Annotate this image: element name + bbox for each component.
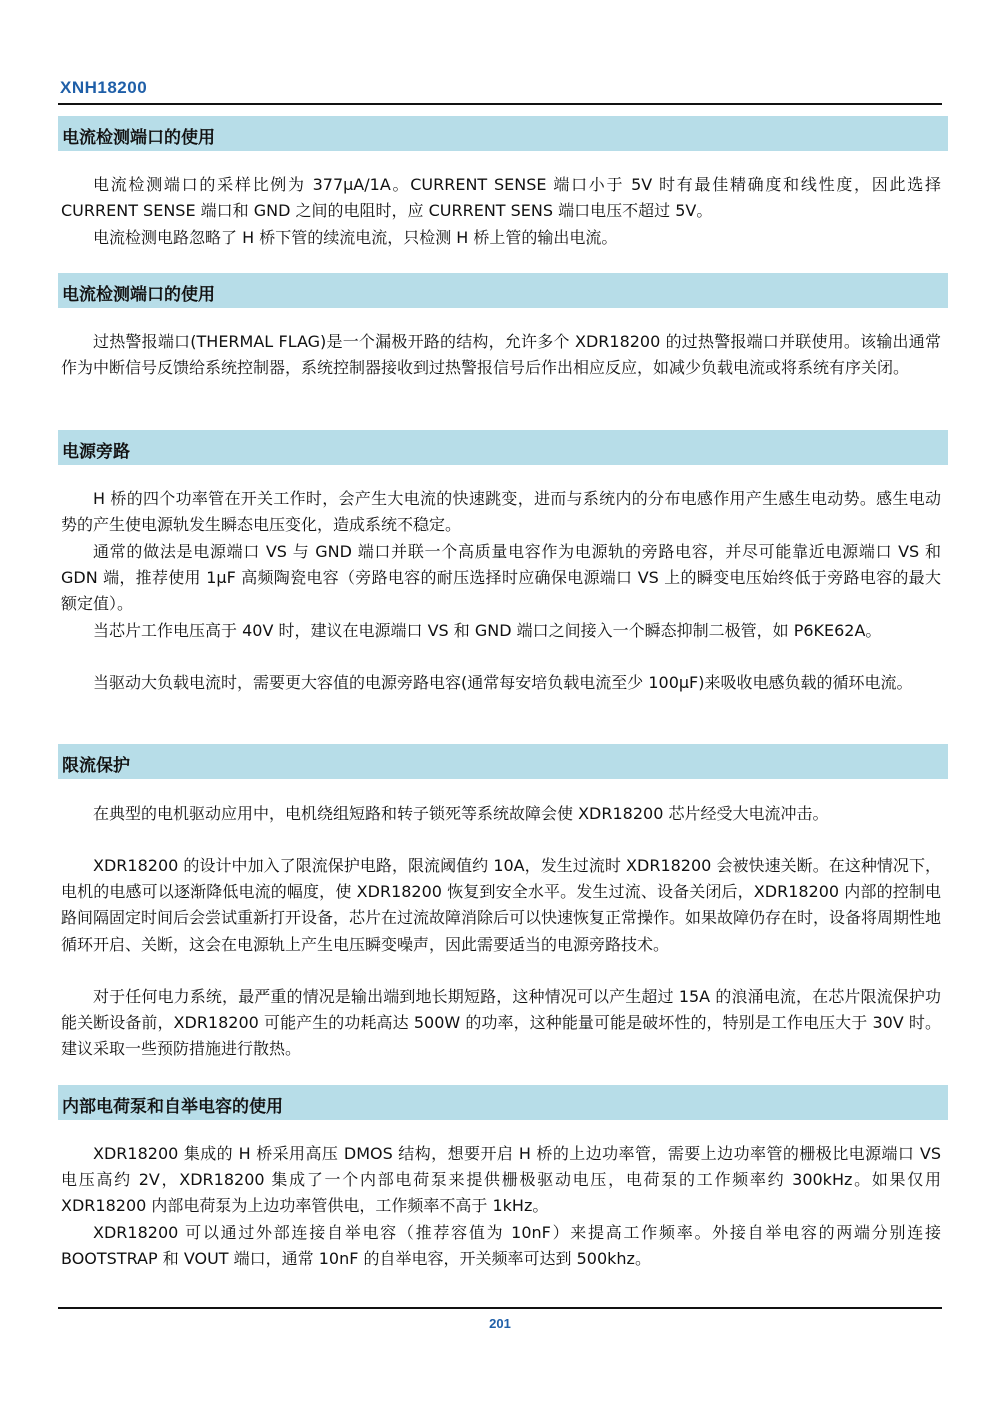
paragraph: XDR18200 可以通过外部连接自举电容（推荐容值为 10nF）来提高工作频率。外接自举电容的两端分别连接 BOOTSTRAP 和 VOUT 端口，通常 10nF 的自举电容，开关频率可达到 500khz。 (61, 1223, 941, 1269)
page-number: 201 (489, 1316, 511, 1331)
header-rule (58, 103, 942, 105)
section-heading-text: 限流保护 (62, 756, 130, 776)
paragraph: 过热警报端口(THERMAL FLAG)是一个漏极开路的结构，允许多个 XDR18200 的过热警报端口并联使用。该输出通常作为中断信号反馈给系统控制器，系统控制器接收到过热警报信号后作出相应反应，如减少负载电流或将系统有序关闭。 (61, 332, 941, 378)
section-heading (58, 1085, 948, 1120)
section-heading (58, 273, 948, 308)
paragraph: XDR18200 集成的 H 桥采用高压 DMOS 结构，想要开启 H 桥的上边功率管，需要上边功率管的栅极比电源端口 VS 电压高约 2V，XDR18200 集成了一个内部电荷泵来提供栅极驱动电压，电荷泵的工作频率约 300kHz。如果仅用 XDR18200 内部电荷泵为上边功率管供电，工作频率不高于 1kHz。 (61, 1144, 941, 1216)
paragraph: XDR18200 的设计中加入了限流保护电路，限流阈值约 10A，发生过流时 XDR18200 会被快速关断。在这种情况下，电机的电感可以逐渐降低电流的幅度，使 XDR18200 恢复到安全水平。发生过流、设备关闭后，XDR18200 内部的控制电路间隔固定时间后会尝试重新打开设备，芯片在过流故障消除后可以快速恢复正常操作。如果故障仍存在时，设备将周期性地循环开启、关断，这会在电源轨上产生电压瞬变噪声，因此需要适当的电源旁路技术。 (61, 856, 942, 954)
section-heading-text: 电流检测端口的使用 (62, 128, 215, 148)
section-heading-text: 电流检测端口的使用 (62, 285, 215, 305)
paragraph: H 桥的四个功率管在开关工作时，会产生大电流的快速跳变，进而与系统内的分布电感作用产生感生电动势。感生电动势的产生使电源轨发生瞬态电压变化，造成系统不稳定。 (61, 489, 941, 535)
section-heading (58, 430, 948, 465)
paragraph: 电流检测电路忽略了 H 桥下管的续流电流，只检测 H 桥上管的输出电流。 (93, 228, 618, 247)
section-heading (58, 744, 948, 779)
paragraph: 在典型的电机驱动应用中，电机绕组短路和转子锁死等系统故障会使 XDR18200 芯片经受大电流冲击。 (93, 804, 829, 823)
paragraph: 当驱动大负载电流时，需要更大容值的电源旁路电容(通常每安培负载电流至少 100μF)来吸收电感负载的循环电流。 (93, 673, 913, 692)
paragraph: 当芯片工作电压高于 40V 时，建议在电源端口 VS 和 GND 端口之间接入一个瞬态抑制二极管，如 P6KE62A。 (93, 621, 882, 640)
document-header-title: XNH18200 (60, 78, 148, 97)
footer-rule (58, 1307, 942, 1309)
paragraph: 通常的做法是电源端口 VS 与 GND 端口并联一个高质量电容作为电源轨的旁路电容，并尽可能靠近电源端口 VS 和 GDN 端，推荐使用 1μF 高频陶瓷电容（旁路电容的耐压选择时应确保电源端口 VS 上的瞬变电压始终低于旁路电容的最大额定值）。 (61, 542, 941, 614)
section-heading (58, 116, 948, 151)
section-heading-text: 内部电荷泵和自举电容的使用 (62, 1097, 283, 1117)
section-heading-text: 电源旁路 (62, 442, 130, 462)
paragraph: 电流检测端口的采样比例为 377μA/1A。CURRENT SENSE 端口小于 5V 时有最佳精确度和线性度，因此选择 CURRENT SENSE 端口和 GND 之间的电阻时，应 CURRENT SENS 端口电压不超过 5V。 (61, 175, 941, 221)
paragraph: 对于任何电力系统，最严重的情况是输出端到地长期短路，这种情况可以产生超过 15A 的浪涌电流，在芯片限流保护功能关断设备前，XDR18200 可能产生的功耗高达 500W 的功率，这种能量可能是破坏性的，特别是工作电压大于 30V 时。建议采取一些预防措施进行散热。 (61, 987, 941, 1059)
